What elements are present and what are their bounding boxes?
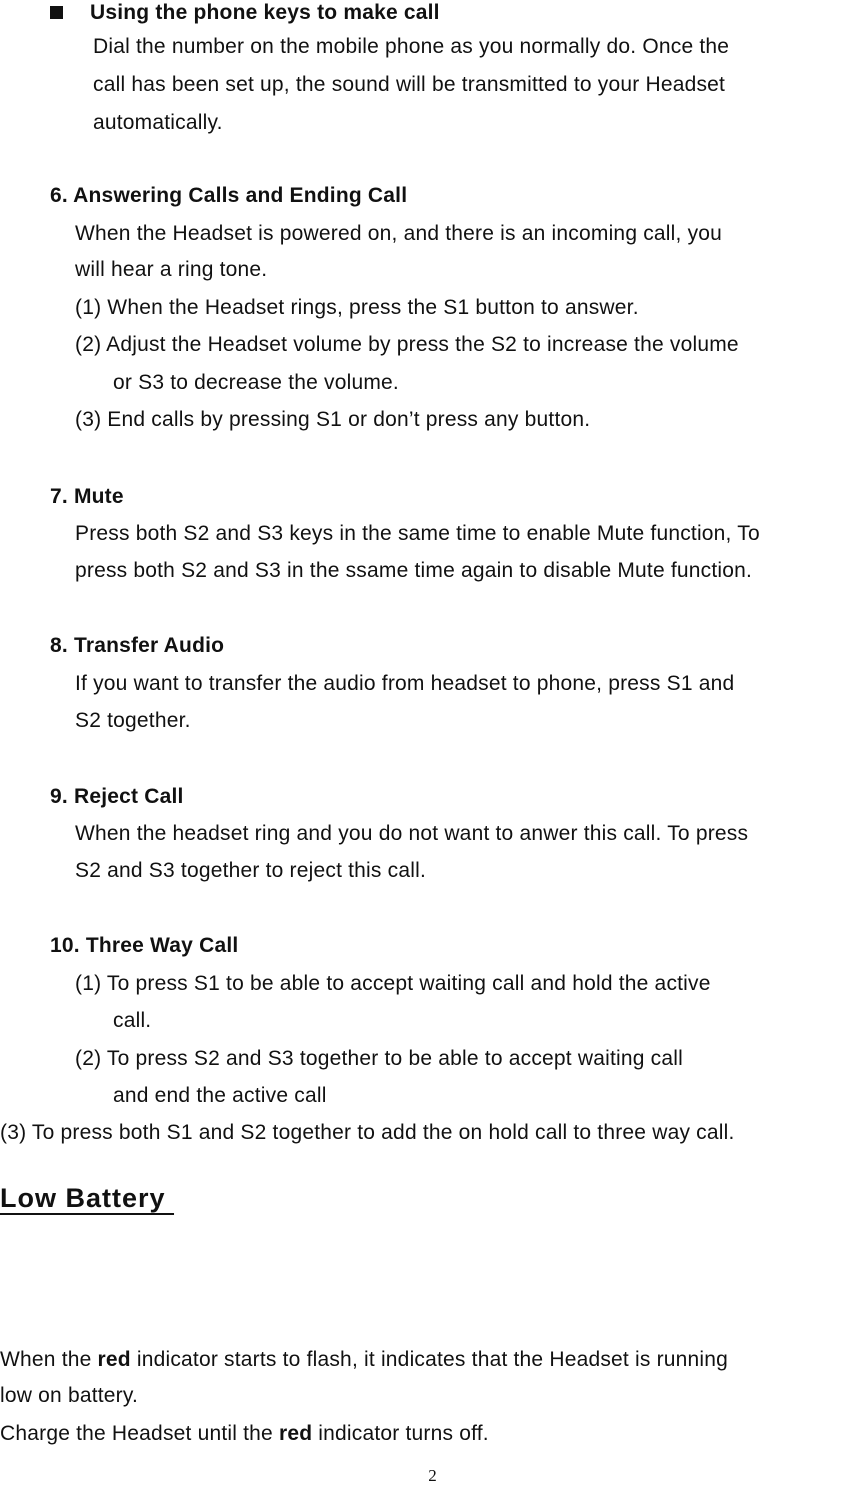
section-heading-answering-calls: 6. Answering Calls and Ending Call	[50, 184, 408, 207]
low-battery-text: Charge the Headset until the	[0, 1422, 279, 1445]
page-number: 2	[428, 1466, 437, 1485]
low-battery-line: low on battery.	[0, 1384, 139, 1407]
low-battery-text: When the	[0, 1348, 98, 1371]
section6-line: (1) When the Headset rings, press the S1 button to answer.	[75, 296, 639, 319]
square-bullet-icon	[50, 6, 63, 19]
section6-line: When the Headset is powered on, and there is an incoming call, you	[75, 222, 723, 245]
red-keyword: red	[97, 1348, 131, 1371]
section-heading-mute: 7. Mute	[50, 485, 124, 508]
section7-line: Press both S2 and S3 keys in the same time to enable Mute function, To	[75, 522, 760, 545]
low-battery-line	[0, 1421, 489, 1447]
section6-line: (2) Adjust the Headset volume by press the S2 to increase the volume	[75, 333, 739, 356]
section10-line: (3) To press both S1 and S2 together to add the on hold call to three way call.	[0, 1121, 735, 1144]
section7-line: press both S2 and S3 in the ssame time again to disable Mute function.	[75, 559, 753, 582]
low-battery-line	[0, 1347, 728, 1373]
low-battery-heading: Low Battery	[0, 1183, 175, 1213]
section-heading-transfer-audio: 8. Transfer Audio	[50, 634, 225, 657]
section9-line: S2 and S3 together to reject this call.	[75, 859, 426, 882]
section8-line: If you want to transfer the audio from headset to phone, press S1 and	[75, 672, 735, 695]
section10-line: (1) To press S1 to be able to accept waiting call and hold the active	[75, 972, 711, 995]
section10-line: and end the active call	[113, 1084, 327, 1107]
section-heading-three-way-call: 10. Three Way Call	[50, 934, 239, 957]
section8-line: S2 together.	[75, 709, 191, 732]
bullet-text-line: call has been set up, the sound will be transmitted to your Headset	[93, 73, 726, 96]
section-heading-reject-call: 9. Reject Call	[50, 785, 184, 808]
red-keyword: red	[278, 1422, 313, 1445]
bullet-text-line: automatically.	[93, 111, 223, 134]
section6-line: (3) End calls by pressing S1 or don’t press any button.	[75, 408, 591, 431]
section9-line: When the headset ring and you do not want to anwer this call. To press	[75, 822, 749, 845]
section10-line: (2) To press S2 and S3 together to be able to accept waiting call	[75, 1047, 683, 1070]
section6-line: or S3 to decrease the volume.	[113, 371, 399, 394]
low-battery-text: indicator starts to flash, it indicates that the Headset is running	[130, 1348, 729, 1371]
low-battery-text: indicator turns off.	[312, 1422, 489, 1445]
bullet-text-line: Dial the number on the mobile phone as you normally do. Once the	[93, 35, 730, 58]
bullet-heading: Using the phone keys to make call	[90, 1, 440, 24]
section10-line: call.	[113, 1009, 152, 1032]
section6-line: will hear a ring tone.	[75, 258, 268, 281]
